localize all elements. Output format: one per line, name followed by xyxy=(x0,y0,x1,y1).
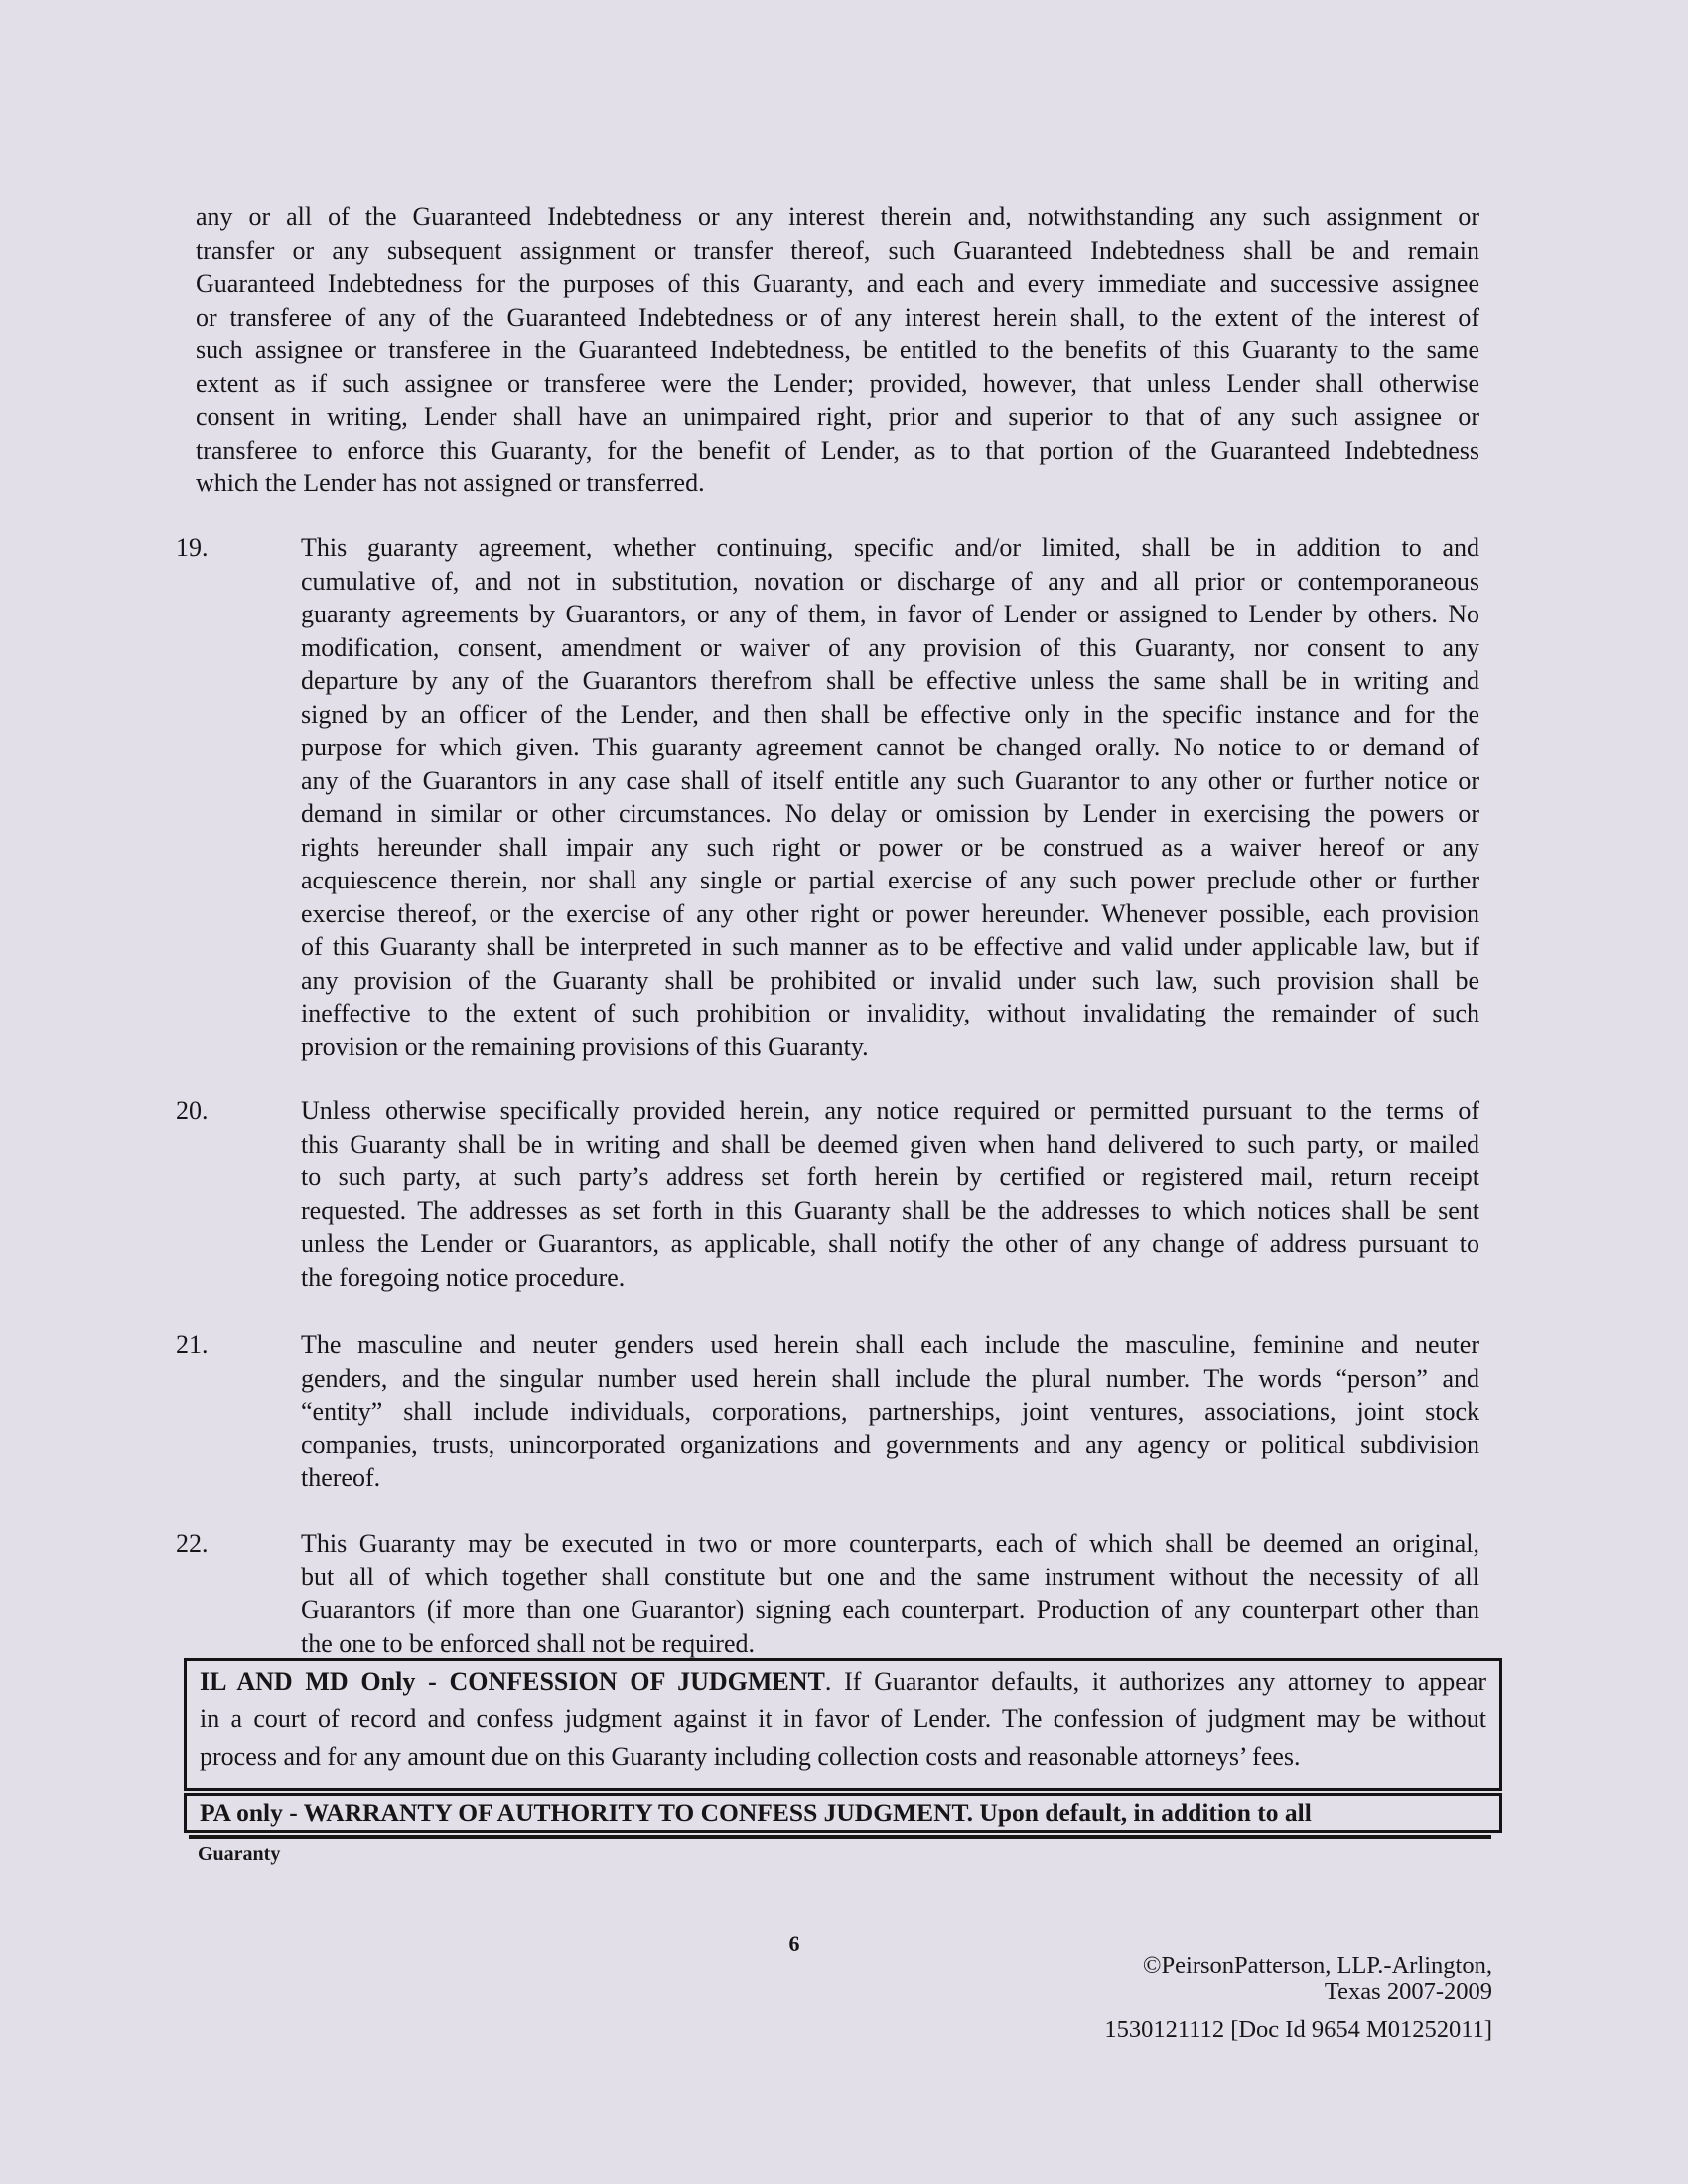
copyright-notice xyxy=(894,1952,1492,2005)
text-line: this Guaranty shall be in writing and shall be deemed given when hand delivered to such party, or mailed xyxy=(301,1129,1479,1159)
confession-of-judgment-box xyxy=(184,1658,1502,1791)
text-line: modification, consent, amendment or waiver of any provision of this Guaranty, nor consent to any xyxy=(301,632,1479,662)
text-line: to such party, at such party’s address set forth herein by certified or registered mail, return receipt xyxy=(301,1162,1479,1191)
footer-divider-rule xyxy=(189,1835,1491,1839)
text-line: Unless otherwise specifically provided herein, any notice required or permitted pursuant to the terms of xyxy=(301,1096,1479,1125)
text-line: The masculine and neuter genders used herein shall each include the masculine, feminine and neuter xyxy=(301,1330,1479,1359)
paragraph-20-number: 20. xyxy=(176,1096,209,1125)
text-line: requested. The addresses as set forth in this Guaranty shall be the addresses to which notices shall be sent xyxy=(301,1195,1479,1225)
paragraph-21-body xyxy=(301,1328,1479,1495)
page-number: 6 xyxy=(788,1931,800,1956)
paragraph-22 xyxy=(176,1527,1479,1660)
text-line: but all of which together shall constitute but one and the same instrument without the necessity of all xyxy=(301,1562,1479,1591)
text-line: extent as if such assignee or transferee were the Lender; provided, however, that unless Lender shall otherwise xyxy=(196,368,1479,398)
text-line: which the Lender has not assigned or transferred. xyxy=(196,469,705,497)
text-line: consent in writing, Lender shall have an unimpaired right, prior and superior to that of any such assignee or xyxy=(196,402,1479,431)
intro-paragraph xyxy=(196,201,1479,500)
text-line xyxy=(200,1798,1486,1828)
text-line: cumulative of, and not in substitution, novation or discharge of any and all prior or contemporaneous xyxy=(301,566,1479,596)
text-line: signed by an officer of the Lender, and then shall be effective only in the specific instance and for the xyxy=(301,699,1479,729)
text-line: in a court of record and confess judgment against it in favor of Lender. The confession of judgment may be without xyxy=(200,1705,1486,1733)
warranty-confess-judgment-box xyxy=(184,1793,1502,1833)
text-line: transfer or any subsequent assignment or transfer thereof, such Guaranteed Indebtedness shall be and remain xyxy=(196,235,1479,265)
text-line: any provision of the Guaranty shall be prohibited or invalid under such law, such provision shall be xyxy=(301,965,1479,995)
text-line: transferee to enforce this Guaranty, for the benefit of Lender, as to that portion of the Guaranteed Indebtedness xyxy=(196,435,1479,465)
text-line: This Guaranty may be executed in two or more counterparts, each of which shall be deemed an original, xyxy=(301,1529,1479,1558)
text-line: demand in similar or other circumstances. No delay or omission by Lender in exercising the powers or xyxy=(301,799,1479,828)
bold-lead-text: PA only - WARRANTY OF AUTHORITY TO CONFESS JUDGMENT. Upon default, in addition to all xyxy=(200,1798,1312,1827)
text-line: companies, trusts, unincorporated organizations and governments and any agency or political subdivision xyxy=(301,1430,1479,1459)
paragraph-19-body xyxy=(301,531,1479,1063)
copyright-line-2: Texas 2007-2009 xyxy=(1324,1979,1492,2005)
paragraph-22-body xyxy=(301,1527,1479,1660)
text-line: provision or the remaining provisions of this Guaranty. xyxy=(301,1031,869,1061)
text-line: the foregoing notice procedure. xyxy=(301,1262,626,1292)
text-line: “entity” shall include individuals, corporations, partnerships, joint ventures, associations, joint stock xyxy=(301,1397,1479,1426)
paragraph-20 xyxy=(176,1094,1479,1294)
copyright-line-1: ©PeirsonPatterson, LLP.-Arlington, xyxy=(1142,1952,1492,1979)
text-line: departure by any of the Guarantors therefrom shall be effective unless the same shall be in writing and xyxy=(301,666,1479,695)
paragraph-21-number: 21. xyxy=(176,1330,209,1359)
text-line: Guarantors (if more than one Guarantor) signing each counterpart. Production of any counterpart other than xyxy=(301,1595,1479,1624)
document-title-footer-label: Guaranty xyxy=(198,1843,281,1865)
text-line: of this Guaranty shall be interpreted in such manner as to be effective and valid under applicable law, but if xyxy=(301,932,1479,961)
document-id-line: 1530121112 [Doc Id 9654 M01252011] xyxy=(1104,2016,1492,2043)
text-line: thereof. xyxy=(301,1463,381,1492)
text-line: process and for any amount due on this Guaranty including collection costs and reasonable attorneys’ fees. xyxy=(200,1742,1301,1771)
text-line: genders, and the singular number used herein shall include the plural number. The words “person” and xyxy=(301,1363,1479,1393)
paragraph-20-body xyxy=(301,1094,1479,1294)
text-line: ineffective to the extent of such prohibition or invalidity, without invalidating the remainder of such xyxy=(301,999,1479,1027)
paragraph-21 xyxy=(176,1328,1479,1495)
text-line: IL AND MD Only - CONFESSION OF JUDGMENT. If Guarantor defaults, it authorizes any attorney to appear xyxy=(200,1667,1486,1696)
text-line: the one to be enforced shall not be required. xyxy=(301,1628,755,1658)
text-line: any of the Guarantors in any case shall of itself entitle any such Guarantor to any other or further notice or xyxy=(301,765,1479,795)
text-line: guaranty agreements by Guarantors, or any of them, in favor of Lender or assigned to Lender by others. No xyxy=(301,600,1479,628)
text-line: acquiescence therein, nor shall any single or partial exercise of any such power preclude other or further xyxy=(301,866,1479,894)
text-line: exercise thereof, or the exercise of any other right or power hereunder. Whenever possible, each provision xyxy=(301,898,1479,928)
text-line: unless the Lender or Guarantors, as applicable, shall notify the other of any change of address pursuant to xyxy=(301,1229,1479,1258)
paragraph-19 xyxy=(176,531,1479,1063)
paragraph-22-number: 22. xyxy=(176,1529,209,1558)
text-line: any or all of the Guaranteed Indebtedness or any interest therein and, notwithstanding any such assignment or xyxy=(196,203,1479,231)
text-line: such assignee or transferee in the Guaranteed Indebtedness, be entitled to the benefits of this Guaranty to the same xyxy=(196,336,1479,364)
paragraph-19-number: 19. xyxy=(176,533,209,562)
text-line: rights hereunder shall impair any such right or power or be construed as a waiver hereof or any xyxy=(301,832,1479,862)
text-line: This guaranty agreement, whether continuing, specific and/or limited, shall be in addition to and xyxy=(301,533,1479,562)
text-line: purpose for which given. This guaranty agreement cannot be changed orally. No notice to or demand of xyxy=(301,733,1479,761)
text-line: Guaranteed Indebtedness for the purposes of this Guaranty, and each and every immediate and successive assignee xyxy=(196,269,1479,298)
text-line: or transferee of any of the Guaranteed Indebtedness or of any interest herein shall, to the extent of the interest of xyxy=(196,302,1479,332)
bold-lead-text: IL AND MD Only - CONFESSION OF JUDGMENT xyxy=(200,1667,825,1696)
